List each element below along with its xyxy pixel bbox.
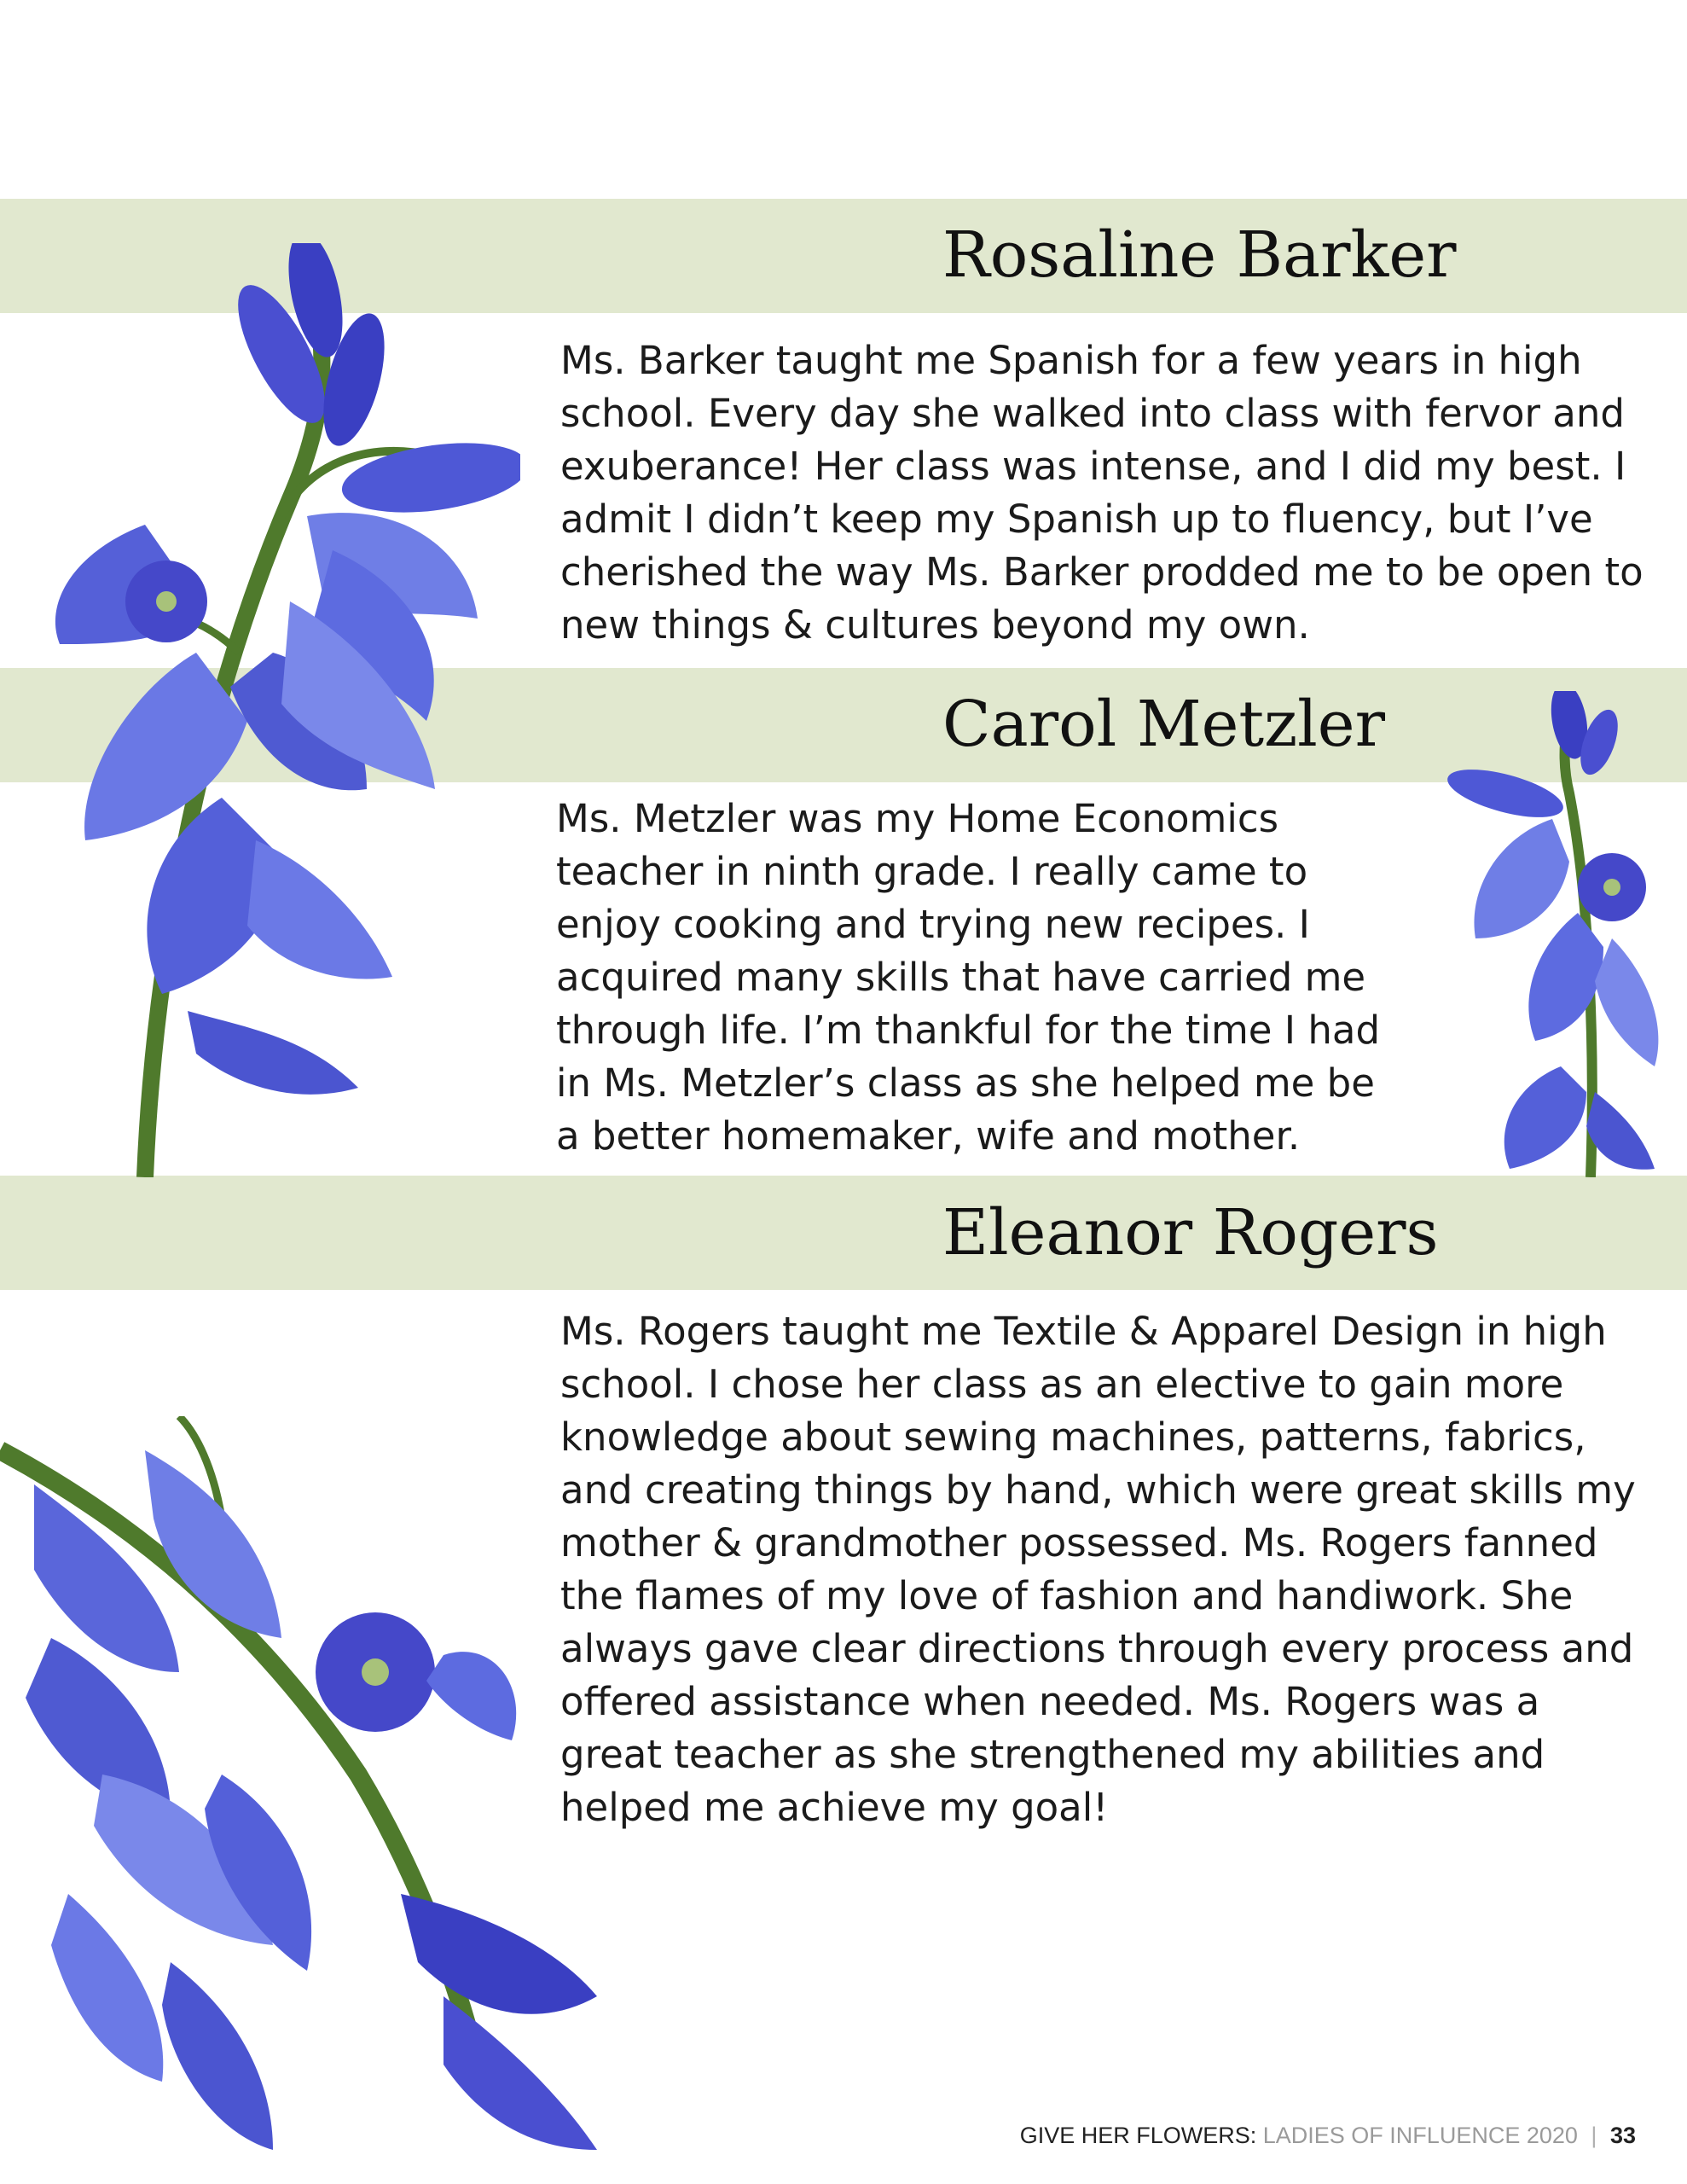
footer-subtitle: LADIES OF INFLUENCE 2020 [1262, 2123, 1578, 2148]
page-number: 33 [1609, 2123, 1636, 2148]
page-footer [1020, 2123, 1636, 2149]
bluebell-flower-illustration [26, 243, 520, 1177]
teacher-name-heading: Eleanor Rogers [942, 1196, 1439, 1269]
footer-separator: | [1591, 2123, 1597, 2148]
teacher-name-heading: Rosaline Barker [942, 218, 1457, 292]
footer-publication: GIVE HER FLOWERS: [1019, 2123, 1257, 2148]
teacher-name-heading: Carol Metzler [942, 688, 1385, 761]
bluebell-flower-illustration [1441, 691, 1672, 1177]
teacher-tribute-text: Ms. Barker taught me Spanish for a few years in high school. Every day she walked into class with fervor and exuberance! Her class was intense, and I did my best. I admit I didn’t keep my Spanish up to fluency, but I’ve cherished the way Ms. Barker prodded me to be open to new things & cultures beyond my own. [560, 338, 1644, 648]
teacher-tribute-text: Ms. Rogers taught me Textile & Apparel Design in high school. I chose her class as an elective to gain more knowledge about sewing machines, patterns, fabrics, and creating things by hand, which were great skills my mother & grandmother possessed. Ms. Rogers fanned the flames of my love of fashion and handiwork. She always gave clear directions through every process and offered assistance when needed. Ms. Rogers was a great teacher as she strengthened my abilities and helped me achieve my goal! [560, 1309, 1636, 1830]
teacher-tribute-text: Ms. Metzler was my Home Economics teacher in ninth grade. I really came to enjoy cooking and trying new recipes. I acquired many skills that have carried me through life. I’m thankful for the time I had in Ms. Metzler’s class as she helped me be a better homemaker, wife and mother. [556, 796, 1381, 1159]
